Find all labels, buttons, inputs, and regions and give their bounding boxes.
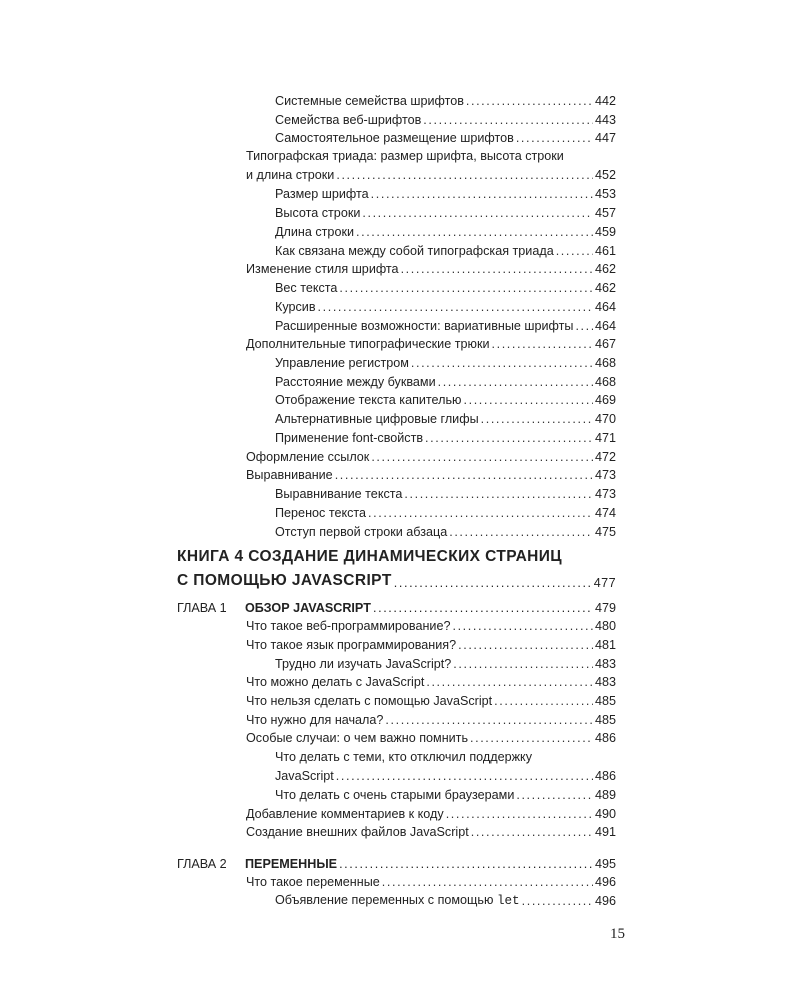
toc-entry: Выравнивание текста ..... 473 xyxy=(275,484,616,502)
toc-entry: Создание внешних файлов JavaScript ..... 491 xyxy=(246,822,616,840)
toc-entry: Альтернативные цифровые глифы ..... 470 xyxy=(275,409,616,427)
toc-entry: Отступ первой строки абзаца ..... 475 xyxy=(275,522,616,540)
toc-entry: Что делать с очень старыми браузерами ..... 489 xyxy=(275,785,616,803)
toc-entry: Системные семейства шрифтов ..... 442 xyxy=(275,91,616,109)
toc-entry: Высота строки ..... 457 xyxy=(275,203,616,221)
chapter-heading: ГЛАВА 2 ПЕРЕМЕННЫЕ ..... 495 xyxy=(177,853,616,871)
toc-entry: JavaScript ..... 486 xyxy=(275,766,616,784)
book-heading: КНИГА 4 СОЗДАНИЕ ДИНАМИЧЕСКИХ СТРАНИЦ xyxy=(177,548,563,565)
toc-entry: Применение font-свойств ..... 471 xyxy=(275,428,616,446)
page-number: 15 xyxy=(610,926,625,942)
toc-entry: Вес текста ..... 462 xyxy=(275,278,616,296)
toc-entry: Объявление переменных с помощью let ..... 496 xyxy=(275,891,616,909)
toc-entry: Курсив ..... 464 xyxy=(275,297,616,315)
toc-entry-line: Что делать с теми, кто отключил поддержку xyxy=(275,750,532,764)
toc-entry: Перенос текста ..... 474 xyxy=(275,503,616,521)
toc-entry: Дополнительные типографические трюки ..... 467 xyxy=(246,334,616,352)
toc-entry: Что такое переменные ..... 496 xyxy=(246,872,616,890)
toc-entry: Оформление ссылок ..... 472 xyxy=(246,447,616,465)
toc-entry: Самостоятельное размещение шрифтов ..... 447 xyxy=(275,128,616,146)
toc-entry: Что такое веб-программирование? ..... 480 xyxy=(246,616,616,634)
toc-entry: Управление регистром ..... 468 xyxy=(275,353,616,371)
toc-entry: Добавление комментариев к коду ..... 490 xyxy=(246,804,616,822)
toc-entry: Расширенные возможности: вариативные шрифты ..... 464 xyxy=(275,316,616,334)
toc-entry: Что нужно для начала? ..... 485 xyxy=(246,710,616,728)
toc-entry: Изменение стиля шрифта ..... 462 xyxy=(246,259,616,277)
toc-entry: Что нельзя сделать с помощью JavaScript ..... 485 xyxy=(246,691,616,709)
chapter-heading: ГЛАВА 1 ОБЗОР JAVASCRIPT ..... 479 xyxy=(177,597,616,615)
toc-entry: Что такое язык программирования? ..... 481 xyxy=(246,635,616,653)
toc-entry: Особые случаи: о чем важно помнить ..... 486 xyxy=(246,728,616,746)
toc-entry: и длина строки ..... 452 xyxy=(246,165,616,183)
toc-entry: Длина строки ..... 459 xyxy=(275,222,616,240)
toc-entry: Отображение текста капителью ..... 469 xyxy=(275,390,616,408)
toc-entry: Выравнивание ..... 473 xyxy=(246,465,616,483)
toc-entry-line: Типографская триада: размер шрифта, высота строки xyxy=(246,149,564,163)
toc-entry: Трудно ли изучать JavaScript? ..... 483 xyxy=(275,654,616,672)
book-heading-line2: С ПОМОЩЬЮ JAVASCRIPT ..... 477 xyxy=(177,568,616,590)
toc-entry: Семейства веб-шрифтов ..... 443 xyxy=(275,110,616,128)
toc-entry: Как связана между собой типографская триада ..... 461 xyxy=(275,241,616,259)
toc-entry: Что можно делать с JavaScript ..... 483 xyxy=(246,672,616,690)
toc-entry: Размер шрифта ..... 453 xyxy=(275,184,616,202)
toc-entry: Расстояние между буквами ..... 468 xyxy=(275,372,616,390)
